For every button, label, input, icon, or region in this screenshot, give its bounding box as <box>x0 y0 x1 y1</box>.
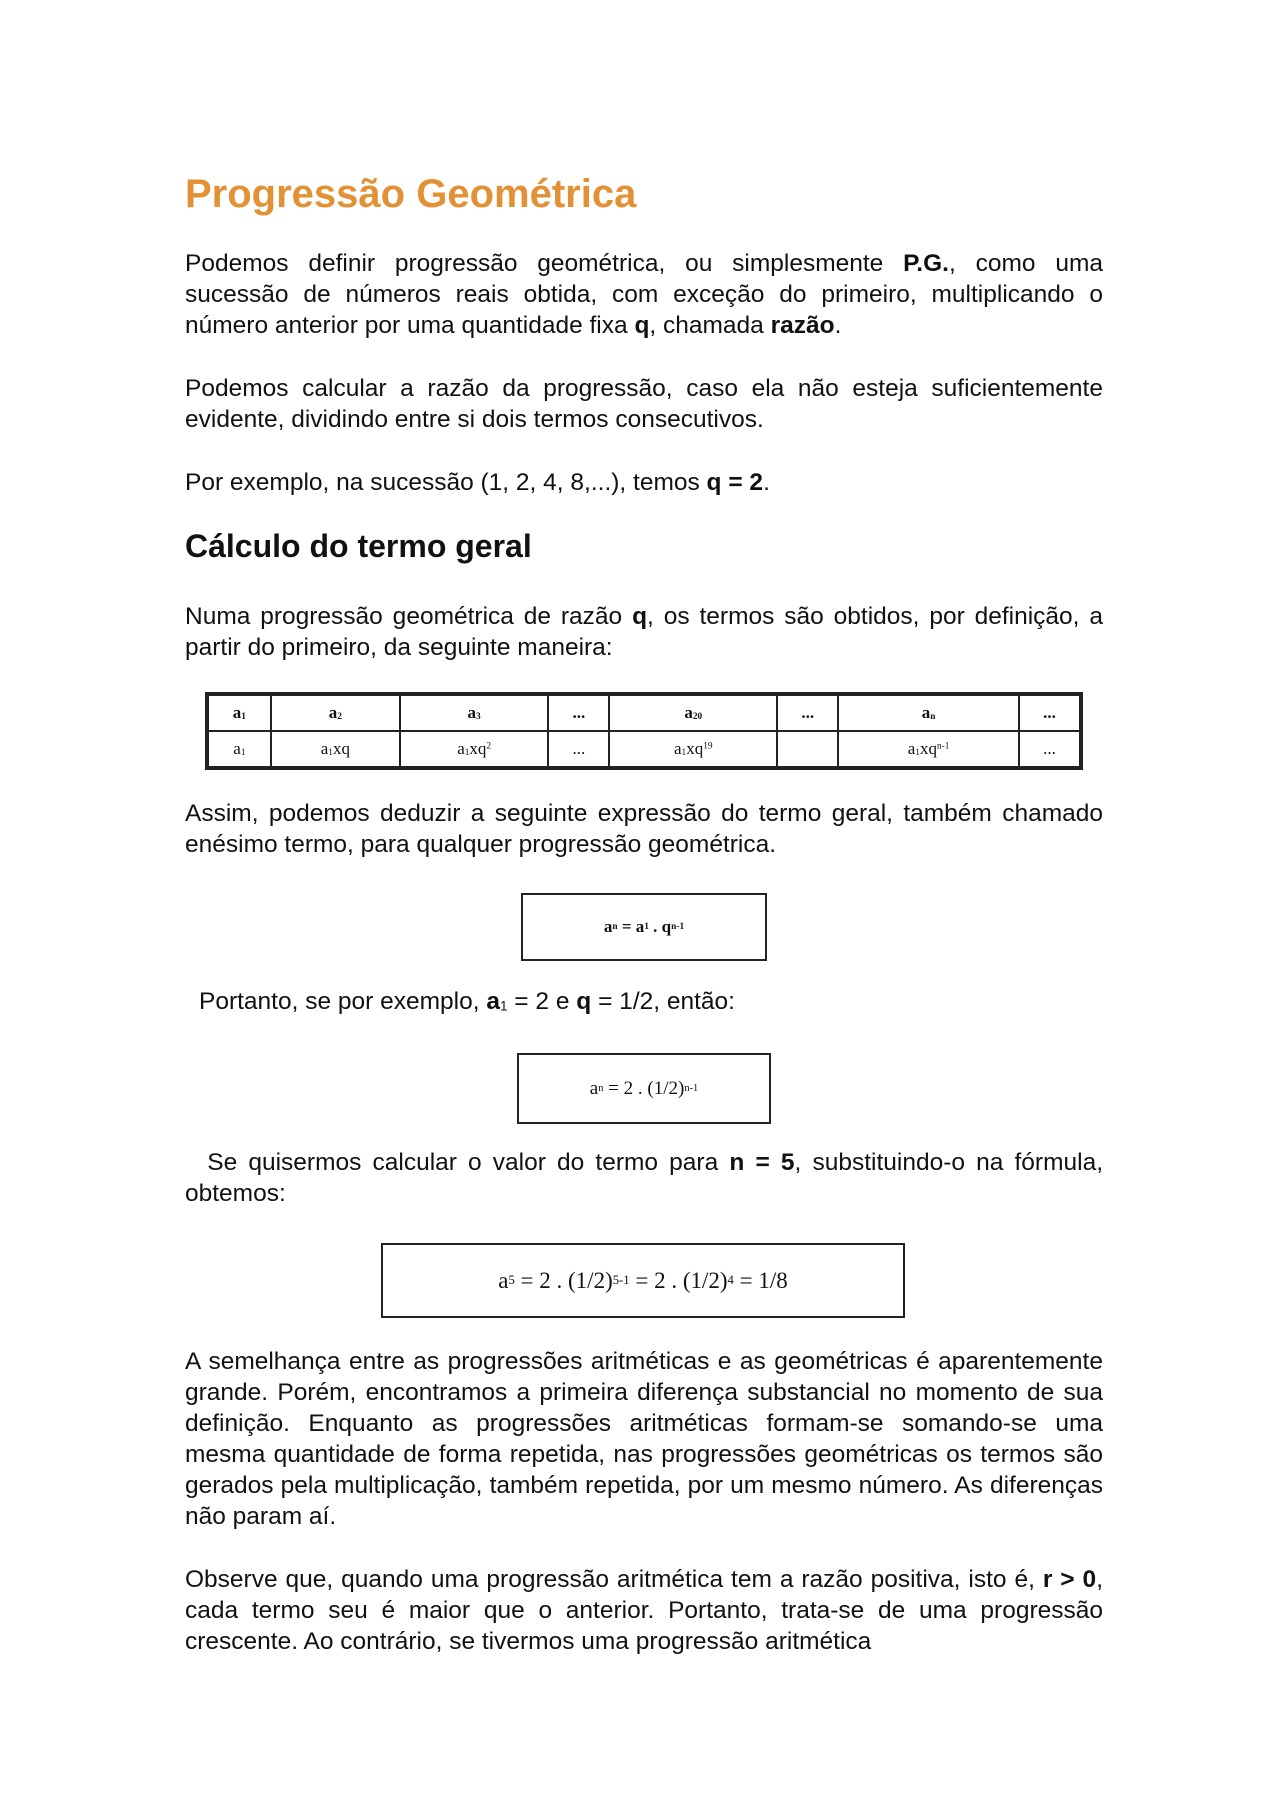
cell-sup: n-1 <box>936 741 950 752</box>
intro-text-4: . <box>834 312 842 339</box>
cell-base: a <box>684 703 693 722</box>
header-cell <box>609 695 777 731</box>
cell-sub: 1 <box>915 747 920 758</box>
value-cell <box>548 731 609 767</box>
formula1-dotq: . q <box>648 917 672 936</box>
formula1-eq: = a <box>617 917 645 936</box>
example-paragraph <box>185 467 1103 498</box>
cell-base: a <box>921 703 931 722</box>
observation-paragraph <box>185 1564 1103 1657</box>
formula1-sub-1: 1 <box>644 922 649 932</box>
formula3-part-2: = 2 . (1/2) <box>629 1267 728 1293</box>
cell-base: a <box>328 703 338 722</box>
formula2-rest: = 2 . (1/2) <box>603 1077 685 1099</box>
comparison-paragraph: A semelhança entre as progressões aritméticas e as geométricas é aparentemente grande. Porém, encontramos a primeira diferença substancial no momento de sua definição. Enquanto as progressões aritméticas formam-se somando-se uma mesma quantidade de forma repetida, nas progressões geométricas os termos são gerados pela multiplicação, também repetida, por um mesmo número. As diferenças não param aí. <box>185 1348 1103 1530</box>
general-term-q-bold: q <box>632 603 648 630</box>
value-cell <box>838 731 1019 767</box>
header-cell <box>838 695 1019 731</box>
example-bold: q = 2 <box>706 469 764 496</box>
intro-text-2: , como uma sucessão de números reais obtida, com exceção do primeiro, multiplicando o número anterior por uma quantidade fixa <box>185 250 1103 339</box>
formula3-part-3: = 1/8 <box>733 1267 788 1293</box>
intro-q-bold: q <box>634 312 650 339</box>
example-text-1: Por exemplo, na sucessão (1, 2, 4, 8,...), temos <box>185 469 707 496</box>
intro-razao-bold: razão <box>770 312 835 339</box>
formula3-part-1: = 2 . (1/2) <box>514 1267 613 1293</box>
example-values-a: a <box>486 988 500 1015</box>
section-title: Cálculo do termo geral <box>185 528 532 564</box>
cell-base: a <box>457 739 465 758</box>
cell-rest: xq <box>332 739 350 758</box>
example-values-text-1: Portanto, se por exemplo, <box>199 988 487 1015</box>
general-term-text-1: Numa progressão geométrica de razão <box>185 603 633 630</box>
cell-base: a <box>674 739 682 758</box>
value-cell <box>777 731 838 767</box>
cell-base: ... <box>572 739 586 758</box>
example-text-2: . <box>763 469 770 496</box>
n5-paragraph <box>185 1147 1103 1209</box>
cell-sub: 1 <box>328 747 333 758</box>
value-cell <box>400 731 548 767</box>
cell-rest: xq <box>686 739 704 758</box>
header-cell <box>777 695 838 731</box>
formula1-exp: n-1 <box>671 922 685 932</box>
cell-sub: 1 <box>241 711 246 722</box>
cell-base: a <box>907 739 916 758</box>
cell-rest: xq <box>469 739 487 758</box>
general-formula-box <box>521 893 767 961</box>
ratio-paragraph: Podemos calcular a razão da progressão, caso ela não esteja suficientemente evidente, dividindo entre si dois termos consecutivos. <box>185 375 1103 433</box>
value-cell <box>1019 731 1080 767</box>
value-cell <box>208 731 271 767</box>
formula1-sub-n: n <box>612 922 618 932</box>
value-cell <box>271 731 400 767</box>
formula3-exp-2: 4 <box>727 1273 734 1287</box>
terms-table-header-row <box>208 695 1080 731</box>
cell-sub: 2 <box>337 711 342 722</box>
example-values-paragraph <box>199 986 1103 1021</box>
cell-base: ... <box>1043 739 1056 758</box>
general-term-paragraph <box>185 601 1103 663</box>
cell-sub: n <box>930 711 936 722</box>
observation-text-1: Observe que, quando uma progressão aritmética tem a razão positiva, isto é, <box>185 1566 1043 1593</box>
header-cell <box>1019 695 1080 731</box>
cell-rest: xq <box>919 739 937 758</box>
n5-formula-box <box>381 1243 905 1318</box>
n5-text-1: Se quisermos calcular o valor do termo para <box>207 1149 730 1176</box>
cell-sup: 2 <box>486 741 492 752</box>
cell-sub: 20 <box>692 711 703 722</box>
terms-table-value-row <box>208 731 1080 767</box>
cell-sup: 19 <box>703 741 713 752</box>
intro-text-1: Podemos definir progressão geométrica, ou simplesmente <box>185 250 904 277</box>
cell-base: a <box>232 703 242 722</box>
general-term-text-2: , os termos são obtidos, por definição, a partir do primeiro, da seguinte maneira: <box>185 603 1103 661</box>
cell-base: ... <box>1043 703 1056 722</box>
example-values-text-2: = 2 e <box>507 988 577 1015</box>
formula1-a: a <box>603 917 613 936</box>
cell-base: a <box>320 739 329 758</box>
formula2-a: a <box>589 1077 599 1099</box>
n5-text-2: , substituindo-o na fórmula, obtemos: <box>185 1149 1104 1207</box>
formula3-a: a <box>498 1267 509 1293</box>
example-formula-box <box>517 1053 771 1124</box>
deduction-paragraph: Assim, podemos deduzir a seguinte expressão do termo geral, também chamado enésimo termo, para qualquer progressão geométrica. <box>185 800 1103 858</box>
observation-bold: r > 0 <box>1042 1566 1097 1593</box>
formula3-sub: 5 <box>508 1273 515 1287</box>
value-cell <box>609 731 777 767</box>
intro-paragraph <box>185 248 1103 341</box>
example-values-text-3: = 1/2, então: <box>591 988 735 1015</box>
cell-base: a <box>233 739 241 758</box>
observation-text-2: , cada termo seu é maior que o anterior. Portanto, trata-se de uma progressão crescente. Ao contrário, se tivermos uma progressão aritmética <box>185 1566 1103 1655</box>
header-cell <box>400 695 548 731</box>
cell-sub: 1 <box>681 747 687 758</box>
formula2-sub-n: n <box>598 1083 604 1094</box>
header-cell <box>548 695 609 731</box>
formula3-exp-1: 5-1 <box>612 1273 630 1287</box>
cell-base: a <box>467 703 477 722</box>
page-title: Progressão Geométrica <box>185 172 637 216</box>
header-cell <box>208 695 271 731</box>
cell-sub: 3 <box>476 711 481 722</box>
cell-sub: 1 <box>464 747 470 758</box>
example-values-sub: 1 <box>500 998 508 1014</box>
n5-bold: n = 5 <box>729 1149 795 1176</box>
intro-pg-bold: P.G. <box>903 250 949 277</box>
cell-base: ... <box>801 703 815 722</box>
formula2-exp: n-1 <box>684 1083 699 1094</box>
terms-table <box>205 692 1083 770</box>
cell-sub: 1 <box>240 747 246 758</box>
cell-base: ... <box>572 703 586 722</box>
header-cell <box>271 695 400 731</box>
example-values-q: q <box>576 988 592 1015</box>
intro-text-3: , chamada <box>649 312 771 339</box>
